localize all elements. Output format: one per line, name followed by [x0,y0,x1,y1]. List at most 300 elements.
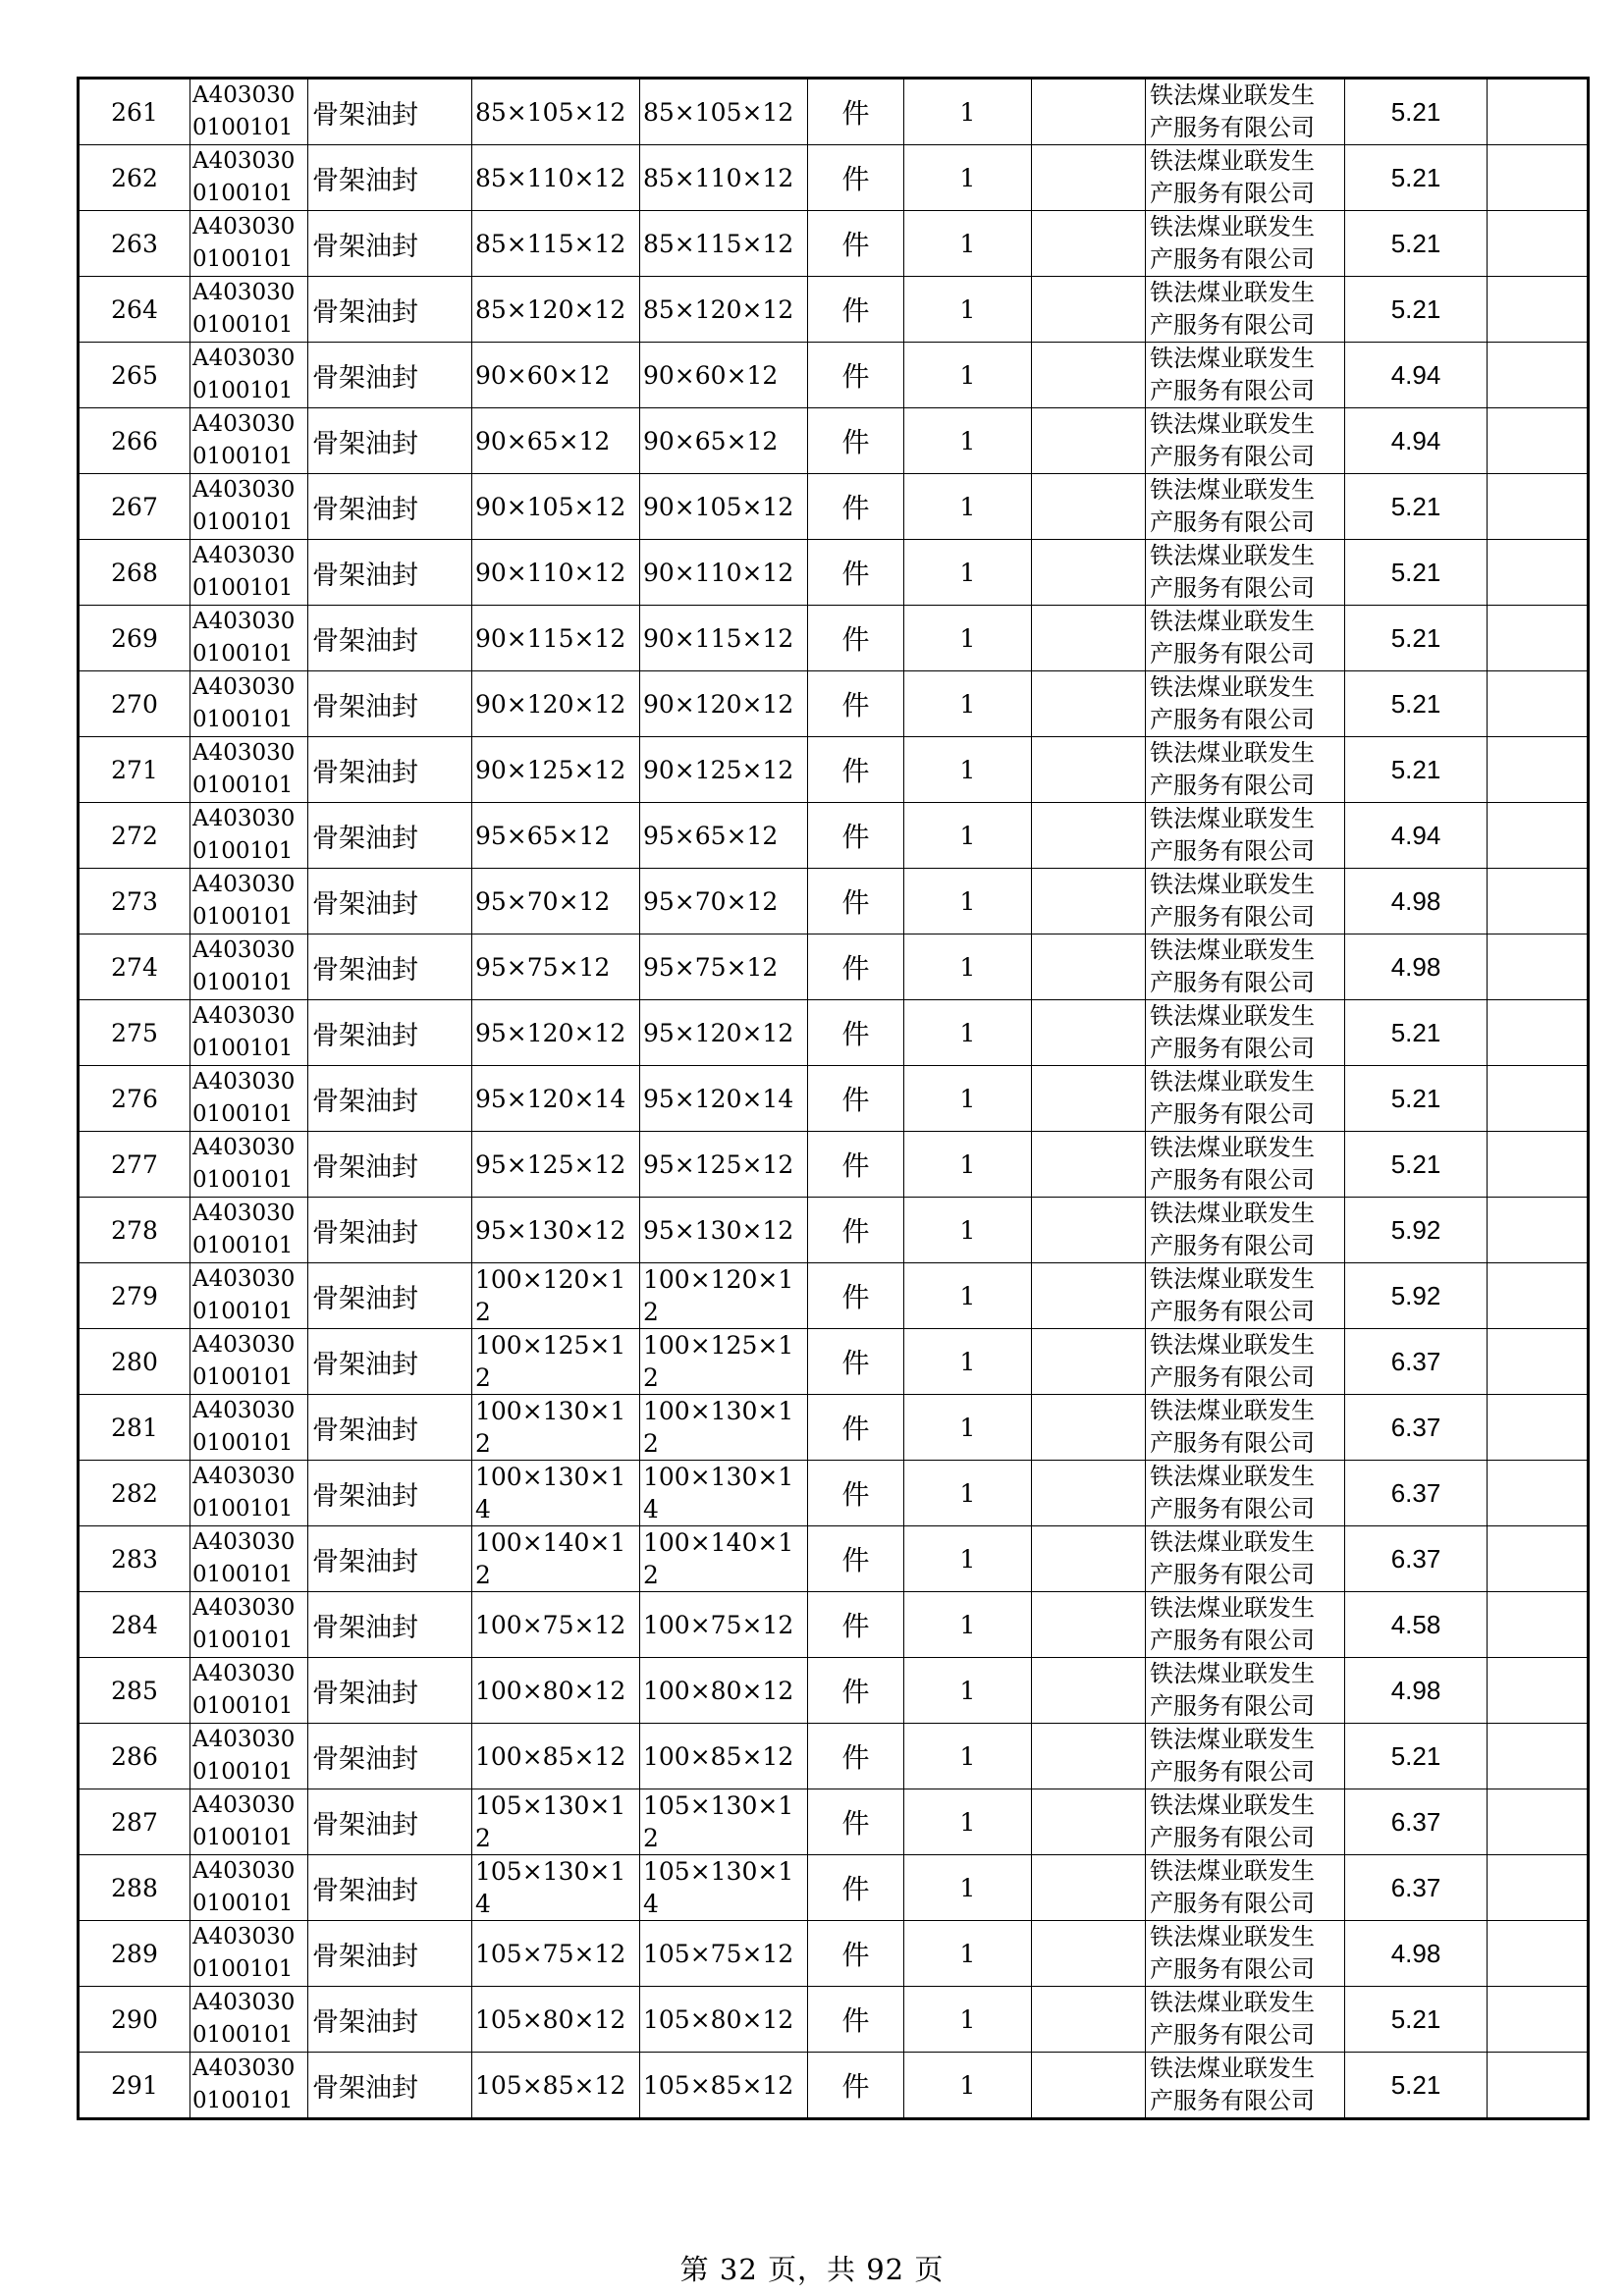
material-code-cell-line: 0100101 [192,1891,294,1916]
supplier-cell-line: 产服务有限公司 [1150,1429,1315,1457]
row-number-cell: 289 [79,1921,190,1987]
specification-cell: 100×125×12 [472,1329,640,1395]
supplier-cell [1146,1000,1345,1066]
model-cell: 85×110×12 [640,145,808,211]
material-name-cell: 骨架油封 [308,1592,472,1658]
supplier-cell [1146,2053,1345,2119]
empty-cell [1032,408,1146,474]
empty-cell [1032,803,1146,869]
row-number-cell: 277 [79,1132,190,1198]
material-name-cell: 骨架油封 [308,1263,472,1329]
material-code-cell [190,145,308,211]
supplier-cell-line: 产服务有限公司 [1150,1035,1315,1062]
material-code-cell-line: 0100101 [192,641,294,667]
row-number-cell: 285 [79,1658,190,1724]
material-name-cell: 骨架油封 [308,1000,472,1066]
supplier-cell-line: 铁法煤业联发生 [1150,608,1315,635]
empty-cell [1032,1855,1146,1921]
specification-cell: 105×130×14 [472,1855,640,1921]
remark-cell [1488,869,1589,934]
table-row [79,671,1589,737]
material-code-cell-line: A403030 [192,1858,296,1884]
row-number-cell: 284 [79,1592,190,1658]
material-code-cell-line: A403030 [192,148,296,174]
material-code-cell-line: A403030 [192,1661,296,1686]
unit-cell: 件 [808,1658,904,1724]
material-name-cell: 骨架油封 [308,869,472,934]
remark-cell [1488,1000,1589,1066]
material-code-cell-line: A403030 [192,1003,296,1029]
supplier-cell-line: 铁法煤业联发生 [1150,1726,1315,1753]
empty-cell [1032,1132,1146,1198]
remark-cell [1488,1066,1589,1132]
row-number-cell: 288 [79,1855,190,1921]
quantity-cell: 1 [904,1592,1032,1658]
supplier-cell-line: 铁法煤业联发生 [1150,1923,1315,1950]
unit-cell: 件 [808,145,904,211]
material-code-cell-line: A403030 [192,1464,296,1489]
material-name-cell: 骨架油封 [308,211,472,277]
model-cell: 100×130×14 [640,1461,808,1526]
specification-cell: 95×120×14 [472,1066,640,1132]
material-code-cell-line: 0100101 [192,970,294,995]
table-row [79,1395,1589,1461]
material-name-cell: 骨架油封 [308,1066,472,1132]
unit-price-cell: 5.21 [1345,145,1488,211]
row-number-cell: 267 [79,474,190,540]
empty-cell [1032,1395,1146,1461]
specification-cell: 95×65×12 [472,803,640,869]
unit-cell: 件 [808,1198,904,1263]
material-code-cell [190,2053,308,2119]
material-code-cell-line: 0100101 [192,1562,294,1587]
supplier-cell-line: 产服务有限公司 [1150,1955,1315,1983]
material-code-cell [190,869,308,934]
table-row [79,1132,1589,1198]
material-name-cell: 骨架油封 [308,1461,472,1526]
material-code-cell-line: A403030 [192,346,296,371]
table-row [79,79,1589,145]
unit-cell: 件 [808,408,904,474]
quantity-cell: 1 [904,1395,1032,1461]
remark-cell [1488,1526,1589,1592]
row-number-cell: 283 [79,1526,190,1592]
material-code-cell [190,803,308,869]
supplier-cell-line: 产服务有限公司 [1150,245,1315,273]
row-number-cell: 271 [79,737,190,803]
unit-price-cell: 5.21 [1345,277,1488,343]
model-cell: 90×65×12 [640,408,808,474]
material-code-cell [190,1526,308,1592]
supplier-cell [1146,1789,1345,1855]
quantity-cell: 1 [904,1132,1032,1198]
quantity-cell: 1 [904,79,1032,145]
specification-cell: 105×85×12 [472,2053,640,2119]
material-name-cell: 骨架油封 [308,408,472,474]
supplier-cell-line: 产服务有限公司 [1150,574,1315,602]
unit-cell: 件 [808,606,904,671]
material-name-cell: 骨架油封 [308,934,472,1000]
supplier-cell [1146,1724,1345,1789]
quantity-cell: 1 [904,671,1032,737]
specification-cell: 90×125×12 [472,737,640,803]
material-code-cell-line: A403030 [192,1595,296,1621]
supplier-cell-line: 产服务有限公司 [1150,772,1315,799]
supplier-cell-line: 铁法煤业联发生 [1150,871,1315,898]
unit-price-cell: 5.21 [1345,474,1488,540]
quantity-cell: 1 [904,1000,1032,1066]
quantity-cell: 1 [904,343,1032,408]
unit-cell: 件 [808,1132,904,1198]
empty-cell [1032,2053,1146,2119]
row-number-cell: 268 [79,540,190,606]
table-row [79,1066,1589,1132]
material-code-cell [190,1658,308,1724]
supplier-cell-line: 产服务有限公司 [1150,1692,1315,1720]
model-cell: 90×115×12 [640,606,808,671]
model-cell: 95×65×12 [640,803,808,869]
unit-cell: 件 [808,474,904,540]
material-code-cell-line: 0100101 [192,1496,294,1522]
unit-price-cell: 5.21 [1345,1066,1488,1132]
supplier-cell-line: 铁法煤业联发生 [1150,1857,1315,1885]
unit-cell: 件 [808,1526,904,1592]
table-row [79,474,1589,540]
specification-cell: 100×85×12 [472,1724,640,1789]
unit-cell: 件 [808,1395,904,1461]
row-number-cell: 261 [79,79,190,145]
unit-cell: 件 [808,737,904,803]
unit-price-cell: 5.21 [1345,606,1488,671]
supplier-cell-line: 产服务有限公司 [1150,1298,1315,1325]
supplier-cell-line: 产服务有限公司 [1150,706,1315,733]
remark-cell [1488,1329,1589,1395]
unit-price-cell: 4.94 [1345,408,1488,474]
unit-cell: 件 [808,1329,904,1395]
supplier-cell-line: 铁法煤业联发生 [1150,1200,1315,1227]
supplier-cell-line: 产服务有限公司 [1150,837,1315,865]
model-cell: 95×120×12 [640,1000,808,1066]
supplier-cell-line: 产服务有限公司 [1150,311,1315,339]
supplier-cell [1146,1263,1345,1329]
model-cell: 95×120×14 [640,1066,808,1132]
supplier-cell-line: 铁法煤业联发生 [1150,1791,1315,1819]
model-cell: 95×125×12 [640,1132,808,1198]
model-cell: 100×75×12 [640,1592,808,1658]
quantity-cell: 1 [904,1066,1032,1132]
supplier-cell-line: 产服务有限公司 [1150,1363,1315,1391]
remark-cell [1488,79,1589,145]
supplier-cell-line: 铁法煤业联发生 [1150,673,1315,701]
material-code-cell-line: 0100101 [192,2088,294,2113]
table-row [79,1658,1589,1724]
row-number-cell: 274 [79,934,190,1000]
model-cell: 105×85×12 [640,2053,808,2119]
specification-cell: 95×120×12 [472,1000,640,1066]
material-code-cell [190,1789,308,1855]
quantity-cell: 1 [904,1461,1032,1526]
model-cell: 100×125×12 [640,1329,808,1395]
material-code-cell-line: A403030 [192,872,296,897]
material-code-cell [190,606,308,671]
supplier-cell-line: 铁法煤业联发生 [1150,147,1315,175]
specification-cell: 85×115×12 [472,211,640,277]
material-name-cell: 骨架油封 [308,277,472,343]
specification-cell: 100×130×14 [472,1461,640,1526]
unit-cell: 件 [808,540,904,606]
material-code-cell [190,934,308,1000]
supplier-cell [1146,1855,1345,1921]
quantity-cell: 1 [904,145,1032,211]
table-row [79,277,1589,343]
quantity-cell: 1 [904,277,1032,343]
material-code-cell [190,79,308,145]
empty-cell [1032,1461,1146,1526]
specification-cell: 95×125×12 [472,1132,640,1198]
model-cell: 95×70×12 [640,869,808,934]
table-row [79,1789,1589,1855]
material-code-cell-line: 0100101 [192,1101,294,1127]
row-number-cell: 272 [79,803,190,869]
quantity-cell: 1 [904,1526,1032,1592]
supplier-cell [1146,869,1345,934]
table-row [79,803,1589,869]
empty-cell [1032,1789,1146,1855]
supplier-cell-line: 铁法煤业联发生 [1150,476,1315,504]
unit-price-cell: 4.98 [1345,869,1488,934]
model-cell: 85×120×12 [640,277,808,343]
supplier-cell [1146,79,1345,145]
remark-cell [1488,1855,1589,1921]
unit-price-cell: 4.98 [1345,1658,1488,1724]
material-code-cell-line: 0100101 [192,1299,294,1324]
row-number-cell: 286 [79,1724,190,1789]
material-code-cell-line: 0100101 [192,509,294,535]
model-cell: 90×110×12 [640,540,808,606]
material-code-cell-line: 0100101 [192,1825,294,1850]
empty-cell [1032,277,1146,343]
material-code-cell-line: 0100101 [192,904,294,930]
unit-price-cell: 5.21 [1345,211,1488,277]
material-code-cell-line: A403030 [192,280,296,305]
material-code-cell-line: 0100101 [192,773,294,798]
table-row [79,1987,1589,2053]
specification-cell: 105×130×12 [472,1789,640,1855]
unit-price-cell: 4.98 [1345,1921,1488,1987]
supplier-cell-line: 铁法煤业联发生 [1150,805,1315,832]
supplier-cell [1146,1395,1345,1461]
quantity-cell: 1 [904,474,1032,540]
remark-cell [1488,1461,1589,1526]
specification-cell: 100×80×12 [472,1658,640,1724]
remark-cell [1488,1198,1589,1263]
unit-cell: 件 [808,1263,904,1329]
table-row [79,1724,1589,1789]
unit-cell: 件 [808,671,904,737]
supplier-cell-line: 铁法煤业联发生 [1150,739,1315,767]
specification-cell: 100×75×12 [472,1592,640,1658]
material-code-cell-line: A403030 [192,1727,296,1752]
remark-cell [1488,1987,1589,2053]
material-code-cell-line: A403030 [192,477,296,503]
specification-cell: 100×140×12 [472,1526,640,1592]
material-code-cell-line: A403030 [192,543,296,568]
specification-cell: 100×130×12 [472,1395,640,1461]
supplier-cell-line: 产服务有限公司 [1150,377,1315,404]
unit-cell: 件 [808,934,904,1000]
material-code-cell [190,277,308,343]
material-code-cell-line: A403030 [192,411,296,437]
material-code-cell-line: 0100101 [192,312,294,338]
model-cell: 95×75×12 [640,934,808,1000]
remark-cell [1488,1658,1589,1724]
quantity-cell: 1 [904,1724,1032,1789]
quantity-cell: 1 [904,1987,1032,2053]
table-row [79,145,1589,211]
supplier-cell-line: 铁法煤业联发生 [1150,1528,1315,1556]
table-row [79,1263,1589,1329]
remark-cell [1488,474,1589,540]
quantity-cell: 1 [904,1921,1032,1987]
material-name-cell: 骨架油封 [308,1789,472,1855]
unit-price-cell: 5.21 [1345,2053,1488,2119]
material-code-cell [190,671,308,737]
material-name-cell: 骨架油封 [308,540,472,606]
supplier-cell-line: 铁法煤业联发生 [1150,1134,1315,1161]
table-row [79,869,1589,934]
material-code-cell [190,1395,308,1461]
specification-cell: 105×80×12 [472,1987,640,2053]
empty-cell [1032,606,1146,671]
unit-cell: 件 [808,1789,904,1855]
model-cell: 105×130×14 [640,1855,808,1921]
supplier-cell-line: 铁法煤业联发生 [1150,1068,1315,1095]
material-code-cell [190,1000,308,1066]
supplier-cell-line: 铁法煤业联发生 [1150,542,1315,569]
material-name-cell: 骨架油封 [308,1526,472,1592]
material-code-cell [190,1461,308,1526]
supplier-cell [1146,737,1345,803]
material-name-cell: 骨架油封 [308,803,472,869]
material-code-cell-line: 0100101 [192,1759,294,1785]
remark-cell [1488,1395,1589,1461]
supplier-cell-line: 产服务有限公司 [1150,1232,1315,1259]
unit-price-cell: 5.21 [1345,540,1488,606]
supplier-cell [1146,1987,1345,2053]
supplier-cell-line: 铁法煤业联发生 [1150,1594,1315,1622]
unit-price-cell: 5.21 [1345,1000,1488,1066]
unit-cell: 件 [808,343,904,408]
model-cell: 90×60×12 [640,343,808,408]
supplier-cell [1146,1066,1345,1132]
specification-cell: 90×65×12 [472,408,640,474]
supplier-cell-line: 产服务有限公司 [1150,640,1315,667]
quantity-cell: 1 [904,1263,1032,1329]
remark-cell [1488,277,1589,343]
supplier-cell [1146,1461,1345,1526]
empty-cell [1032,79,1146,145]
row-number-cell: 270 [79,671,190,737]
supplier-cell-line: 产服务有限公司 [1150,1100,1315,1128]
table-row [79,1329,1589,1395]
supplier-cell-line: 铁法煤业联发生 [1150,2055,1315,2082]
supplier-cell-line: 铁法煤业联发生 [1150,410,1315,438]
unit-price-cell: 6.37 [1345,1395,1488,1461]
quantity-cell: 1 [904,540,1032,606]
empty-cell [1032,934,1146,1000]
empty-cell [1032,671,1146,737]
table-row [79,408,1589,474]
remark-cell [1488,2053,1589,2119]
specification-cell: 90×105×12 [472,474,640,540]
unit-price-cell: 5.21 [1345,79,1488,145]
supplier-cell-line: 铁法煤业联发生 [1150,81,1315,109]
unit-cell: 件 [808,1461,904,1526]
supplier-cell [1146,211,1345,277]
model-cell: 100×120×12 [640,1263,808,1329]
remark-cell [1488,1263,1589,1329]
unit-price-cell: 5.21 [1345,1987,1488,2053]
material-code-cell [190,1198,308,1263]
row-number-cell: 287 [79,1789,190,1855]
unit-price-cell: 6.37 [1345,1855,1488,1921]
table-row [79,1592,1589,1658]
table-row [79,1855,1589,1921]
supplier-cell-line: 产服务有限公司 [1150,1627,1315,1654]
material-code-cell-line: A403030 [192,1135,296,1160]
supplier-cell-line: 产服务有限公司 [1150,1758,1315,1786]
material-code-cell-line: 0100101 [192,378,294,403]
empty-cell [1032,1987,1146,2053]
quantity-cell: 1 [904,1198,1032,1263]
supplier-cell [1146,1526,1345,1592]
material-code-cell-line: A403030 [192,1792,296,1818]
row-number-cell: 282 [79,1461,190,1526]
supplier-cell [1146,1132,1345,1198]
material-name-cell: 骨架油封 [308,145,472,211]
material-code-cell-line: 0100101 [192,1036,294,1061]
empty-cell [1032,1198,1146,1263]
empty-cell [1032,869,1146,934]
remark-cell [1488,671,1589,737]
material-code-cell [190,540,308,606]
supplier-cell [1146,1658,1345,1724]
supplier-cell [1146,1921,1345,1987]
material-code-cell [190,343,308,408]
material-code-cell-line: A403030 [192,806,296,831]
specification-cell: 95×75×12 [472,934,640,1000]
unit-price-cell: 5.21 [1345,1724,1488,1789]
material-name-cell: 骨架油封 [308,343,472,408]
supplier-cell [1146,408,1345,474]
unit-price-cell: 6.37 [1345,1461,1488,1526]
remark-cell [1488,1592,1589,1658]
remark-cell [1488,803,1589,869]
supplier-cell-line: 产服务有限公司 [1150,114,1315,141]
quantity-cell: 1 [904,2053,1032,2119]
specification-cell: 100×120×12 [472,1263,640,1329]
supplier-cell-line: 铁法煤业联发生 [1150,936,1315,964]
unit-price-cell: 4.58 [1345,1592,1488,1658]
row-number-cell: 290 [79,1987,190,2053]
material-code-cell [190,1855,308,1921]
unit-price-cell: 4.98 [1345,934,1488,1000]
material-code-cell-line: A403030 [192,937,296,963]
supplier-cell [1146,606,1345,671]
specification-cell: 90×60×12 [472,343,640,408]
supplier-cell [1146,1329,1345,1395]
material-name-cell: 骨架油封 [308,1132,472,1198]
